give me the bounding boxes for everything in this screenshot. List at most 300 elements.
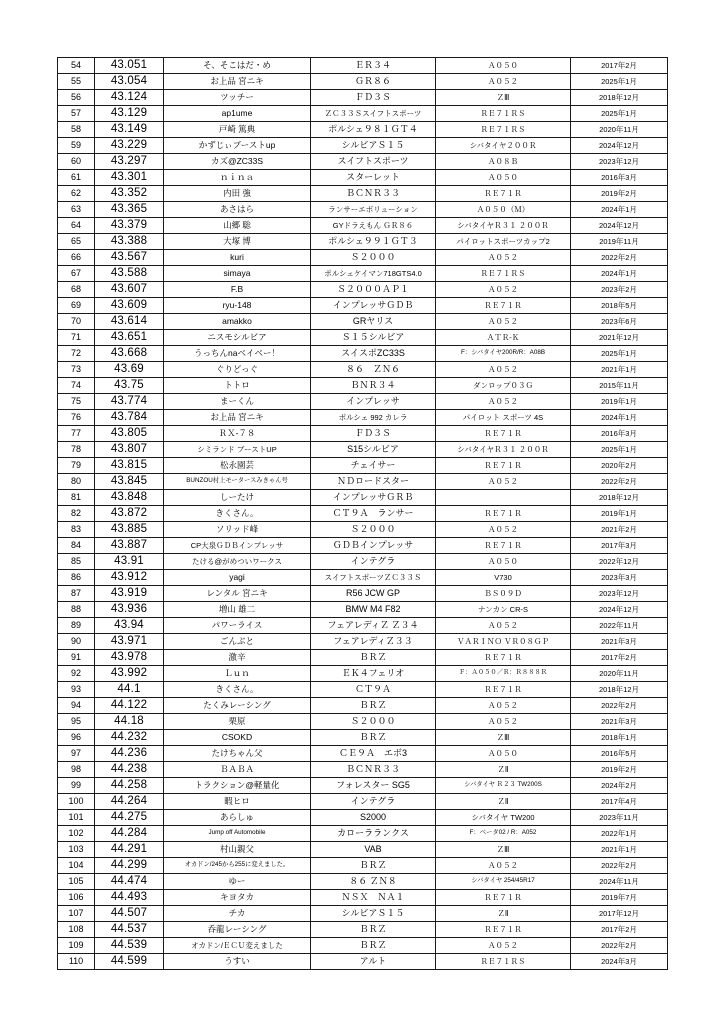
cell-car: BMW M4 F82 bbox=[311, 602, 436, 618]
cell-tire: ＡＴＲ-Ｋ bbox=[436, 330, 571, 346]
cell-rank: 92 bbox=[58, 666, 95, 682]
cell-car: Ｓ２０００ bbox=[311, 522, 436, 538]
cell-name: あさはら bbox=[164, 202, 311, 218]
cell-date: 2022年2月 bbox=[571, 698, 668, 714]
cell-date: 2022年12月 bbox=[571, 554, 668, 570]
cell-rank: 93 bbox=[58, 682, 95, 698]
cell-tire: Ａ０８Ｂ bbox=[436, 154, 571, 170]
cell-car: フォレスター SG5 bbox=[311, 778, 436, 794]
table-row bbox=[58, 234, 668, 250]
cell-name: ryu-148 bbox=[164, 298, 311, 314]
cell-time: 43.607 bbox=[95, 282, 164, 298]
cell-rank: 109 bbox=[58, 938, 95, 954]
cell-car: ８６ ＺＮ６ bbox=[311, 362, 436, 378]
cell-date: 2019年7月 bbox=[571, 890, 668, 906]
cell-date: 2024年1月 bbox=[571, 410, 668, 426]
cell-time: 43.129 bbox=[95, 106, 164, 122]
cell-tire: Ａ０５０ bbox=[436, 554, 571, 570]
cell-tire: ＺⅢ bbox=[436, 842, 571, 858]
cell-tire: ＺⅢ bbox=[436, 90, 571, 106]
cell-car: ランサーエボリューション bbox=[311, 202, 436, 218]
cell-rank: 103 bbox=[58, 842, 95, 858]
cell-time: 44.258 bbox=[95, 778, 164, 794]
cell-date: 2018年12月 bbox=[571, 90, 668, 106]
cell-rank: 89 bbox=[58, 618, 95, 634]
cell-name: うすい bbox=[164, 954, 311, 970]
cell-rank: 66 bbox=[58, 250, 95, 266]
table-row bbox=[58, 362, 668, 378]
table-row bbox=[58, 890, 668, 906]
cell-time: 43.971 bbox=[95, 634, 164, 650]
cell-rank: 71 bbox=[58, 330, 95, 346]
cell-tire: Ａ０５２ bbox=[436, 394, 571, 410]
table-row bbox=[58, 282, 668, 298]
cell-name: CSOKD bbox=[164, 730, 311, 746]
cell-tire: ＲＥ７１ＲＳ bbox=[436, 266, 571, 282]
cell-date: 2025年1月 bbox=[571, 442, 668, 458]
cell-rank: 87 bbox=[58, 586, 95, 602]
cell-time: 43.567 bbox=[95, 250, 164, 266]
cell-name: Jump off Automobile bbox=[164, 826, 311, 842]
cell-date: 2023年6月 bbox=[571, 314, 668, 330]
cell-rank: 83 bbox=[58, 522, 95, 538]
table-row bbox=[58, 58, 668, 74]
cell-rank: 65 bbox=[58, 234, 95, 250]
cell-name: かずじぃブーストup bbox=[164, 138, 311, 154]
table-row bbox=[58, 794, 668, 810]
cell-tire: シバタイヤ Ｒ２３ TW200S bbox=[436, 778, 571, 794]
cell-date: 2024年12月 bbox=[571, 602, 668, 618]
table-row bbox=[58, 522, 668, 538]
table-row bbox=[58, 874, 668, 890]
table-row bbox=[58, 730, 668, 746]
table-row bbox=[58, 826, 668, 842]
cell-name: 激辛 bbox=[164, 650, 311, 666]
cell-time: 43.365 bbox=[95, 202, 164, 218]
table-row bbox=[58, 458, 668, 474]
cell-rank: 63 bbox=[58, 202, 95, 218]
cell-tire: Ａ０５２ bbox=[436, 858, 571, 874]
cell-car: ＢＣＮＲ３３ bbox=[311, 762, 436, 778]
table-row bbox=[58, 122, 668, 138]
cell-car: ＦＤ３Ｓ bbox=[311, 426, 436, 442]
cell-time: 44.537 bbox=[95, 922, 164, 938]
cell-date: 2024年12月 bbox=[571, 218, 668, 234]
cell-rank: 76 bbox=[58, 410, 95, 426]
cell-tire: Ａ０５２ bbox=[436, 250, 571, 266]
table-row bbox=[58, 698, 668, 714]
cell-name: 戸崎 篤典 bbox=[164, 122, 311, 138]
cell-car: インテグラ bbox=[311, 794, 436, 810]
table-row bbox=[58, 650, 668, 666]
table-row bbox=[58, 570, 668, 586]
cell-name: うっちんnaベイベー！ bbox=[164, 346, 311, 362]
cell-rank: 75 bbox=[58, 394, 95, 410]
cell-name: 栗原 bbox=[164, 714, 311, 730]
cell-tire: Ａ０５２ bbox=[436, 938, 571, 954]
cell-date: 2017年2月 bbox=[571, 58, 668, 74]
cell-time: 43.992 bbox=[95, 666, 164, 682]
cell-rank: 104 bbox=[58, 858, 95, 874]
cell-date: 2025年1月 bbox=[571, 346, 668, 362]
cell-name: ごんぶと bbox=[164, 634, 311, 650]
cell-tire: V730 bbox=[436, 570, 571, 586]
table-row bbox=[58, 762, 668, 778]
cell-car: GYドラえもん ＧＲ８６ bbox=[311, 218, 436, 234]
table-row bbox=[58, 90, 668, 106]
cell-time: 44.474 bbox=[95, 874, 164, 890]
cell-rank: 100 bbox=[58, 794, 95, 810]
cell-name: CP大泉ＧＤＢインプレッサ bbox=[164, 538, 311, 554]
cell-time: 44.18 bbox=[95, 714, 164, 730]
table-row bbox=[58, 746, 668, 762]
cell-name: たくみレーシング bbox=[164, 698, 311, 714]
cell-name: 増山 雄二 bbox=[164, 602, 311, 618]
cell-time: 43.94 bbox=[95, 618, 164, 634]
cell-date: 2016年3月 bbox=[571, 170, 668, 186]
cell-tire: F：ベータ02 / R：A052 bbox=[436, 826, 571, 842]
cell-date: 2022年2月 bbox=[571, 858, 668, 874]
cell-time: 43.379 bbox=[95, 218, 164, 234]
cell-rank: 60 bbox=[58, 154, 95, 170]
cell-time: 44.599 bbox=[95, 954, 164, 970]
cell-time: 43.588 bbox=[95, 266, 164, 282]
cell-tire: ＺⅡ bbox=[436, 762, 571, 778]
cell-car: シルビアＳ１５ bbox=[311, 906, 436, 922]
table-row bbox=[58, 442, 668, 458]
table-row bbox=[58, 218, 668, 234]
table-row bbox=[58, 490, 668, 506]
cell-date: 2022年1月 bbox=[571, 826, 668, 842]
cell-car: ＮＳＸ ＮＡ１ bbox=[311, 890, 436, 906]
cell-car: ＢＣＮＲ３３ bbox=[311, 186, 436, 202]
cell-tire: ＲＥ７１Ｒ bbox=[436, 890, 571, 906]
cell-name: ゆー bbox=[164, 874, 311, 890]
cell-rank: 86 bbox=[58, 570, 95, 586]
cell-name: レンタル 宮ニキ bbox=[164, 586, 311, 602]
cell-date: 2017年2月 bbox=[571, 922, 668, 938]
cell-car: Ｓ２０００ＡＰ１ bbox=[311, 282, 436, 298]
cell-rank: 85 bbox=[58, 554, 95, 570]
cell-date: 2019年11月 bbox=[571, 234, 668, 250]
cell-car: ８６ ＺＮ８ bbox=[311, 874, 436, 890]
cell-car: ＢＲＺ bbox=[311, 858, 436, 874]
cell-name: 内田 強 bbox=[164, 186, 311, 202]
cell-tire: シバタイヤ TW200 bbox=[436, 810, 571, 826]
table-row bbox=[58, 906, 668, 922]
cell-name: きくさん。 bbox=[164, 506, 311, 522]
cell-time: 43.668 bbox=[95, 346, 164, 362]
cell-date: 2019年2月 bbox=[571, 186, 668, 202]
cell-date: 2018年5月 bbox=[571, 298, 668, 314]
cell-car: スターレット bbox=[311, 170, 436, 186]
cell-time: 43.051 bbox=[95, 58, 164, 74]
cell-car: カローラランクス bbox=[311, 826, 436, 842]
cell-tire: シバタイヤ２００Ｒ bbox=[436, 138, 571, 154]
cell-date: 2020年2月 bbox=[571, 458, 668, 474]
cell-rank: 78 bbox=[58, 442, 95, 458]
table-row bbox=[58, 186, 668, 202]
cell-name: ｎｉｎａ bbox=[164, 170, 311, 186]
cell-time: 43.124 bbox=[95, 90, 164, 106]
cell-date: 2022年2月 bbox=[571, 938, 668, 954]
cell-name: トトロ bbox=[164, 378, 311, 394]
table-row bbox=[58, 154, 668, 170]
cell-rank: 110 bbox=[58, 954, 95, 970]
cell-time: 43.91 bbox=[95, 554, 164, 570]
cell-tire: Ａ０５２ bbox=[436, 714, 571, 730]
cell-rank: 54 bbox=[58, 58, 95, 74]
cell-date: 2021年2月 bbox=[571, 522, 668, 538]
cell-tire: シバタイヤＲ３１ ２００Ｒ bbox=[436, 442, 571, 458]
cell-tire: ＺⅢ bbox=[436, 730, 571, 746]
cell-name: ぐりどっぐ bbox=[164, 362, 311, 378]
cell-name: 大塚 博 bbox=[164, 234, 311, 250]
cell-car: インプレッサＧＤＢ bbox=[311, 298, 436, 314]
cell-name: ap1ume bbox=[164, 106, 311, 122]
cell-time: 43.388 bbox=[95, 234, 164, 250]
cell-name: お上品 宮ニキ bbox=[164, 74, 311, 90]
cell-car: ＢＲＺ bbox=[311, 730, 436, 746]
cell-time: 44.232 bbox=[95, 730, 164, 746]
cell-tire: ナンカン CR-S bbox=[436, 602, 571, 618]
cell-date: 2020年11月 bbox=[571, 666, 668, 682]
cell-time: 43.774 bbox=[95, 394, 164, 410]
cell-car: スイスポZC33S bbox=[311, 346, 436, 362]
cell-date: 2022年2月 bbox=[571, 250, 668, 266]
cell-name: お上品 宮ニキ bbox=[164, 410, 311, 426]
cell-car: S2000 bbox=[311, 810, 436, 826]
cell-tire: Ａ０５２ bbox=[436, 618, 571, 634]
cell-car: Ｓ２０００ bbox=[311, 250, 436, 266]
cell-tire: Ａ０５２ bbox=[436, 474, 571, 490]
cell-time: 44.291 bbox=[95, 842, 164, 858]
cell-name: あらしゅ bbox=[164, 810, 311, 826]
table-row bbox=[58, 714, 668, 730]
cell-rank: 82 bbox=[58, 506, 95, 522]
cell-rank: 96 bbox=[58, 730, 95, 746]
cell-tire: ＲＥ７１Ｒ bbox=[436, 506, 571, 522]
table-row bbox=[58, 618, 668, 634]
cell-tire: ＲＥ７１Ｒ bbox=[436, 298, 571, 314]
cell-date: 2017年12月 bbox=[571, 906, 668, 922]
cell-time: 44.275 bbox=[95, 810, 164, 826]
table-row bbox=[58, 938, 668, 954]
cell-rank: 57 bbox=[58, 106, 95, 122]
cell-tire: ＲＥ７１Ｒ bbox=[436, 186, 571, 202]
cell-date: 2025年1月 bbox=[571, 74, 668, 90]
cell-tire: パイロット スポーツ 4S bbox=[436, 410, 571, 426]
cell-car: チェイサー bbox=[311, 458, 436, 474]
cell-tire: Ａ０５２ bbox=[436, 522, 571, 538]
cell-rank: 84 bbox=[58, 538, 95, 554]
cell-name: amakko bbox=[164, 314, 311, 330]
cell-name: ニスモシルビア bbox=[164, 330, 311, 346]
table-row bbox=[58, 506, 668, 522]
cell-date: 2025年1月 bbox=[571, 106, 668, 122]
cell-tire: ＺⅡ bbox=[436, 906, 571, 922]
cell-tire: Ａ０５０（Ｍ） bbox=[436, 202, 571, 218]
cell-date: 2018年12月 bbox=[571, 682, 668, 698]
cell-time: 44.264 bbox=[95, 794, 164, 810]
cell-rank: 77 bbox=[58, 426, 95, 442]
cell-tire: F：シバタイヤ200R/R：A08B bbox=[436, 346, 571, 362]
cell-rank: 69 bbox=[58, 298, 95, 314]
cell-date: 2018年1月 bbox=[571, 730, 668, 746]
cell-time: 43.149 bbox=[95, 122, 164, 138]
cell-time: 43.352 bbox=[95, 186, 164, 202]
cell-tire: ＺⅡ bbox=[436, 794, 571, 810]
cell-rank: 67 bbox=[58, 266, 95, 282]
cell-date: 2024年1月 bbox=[571, 266, 668, 282]
cell-time: 44.539 bbox=[95, 938, 164, 954]
cell-rank: 55 bbox=[58, 74, 95, 90]
table-row bbox=[58, 426, 668, 442]
cell-time: 43.609 bbox=[95, 298, 164, 314]
cell-name: しーたけ bbox=[164, 490, 311, 506]
cell-time: 44.238 bbox=[95, 762, 164, 778]
cell-tire: Ａ０５０ bbox=[436, 746, 571, 762]
cell-time: 43.872 bbox=[95, 506, 164, 522]
cell-time: 43.805 bbox=[95, 426, 164, 442]
cell-car: インプレッサＧＲＢ bbox=[311, 490, 436, 506]
cell-tire: ＢＳ０９Ｄ bbox=[436, 586, 571, 602]
table-row bbox=[58, 810, 668, 826]
cell-tire: シバタイヤＲ３１ ２００Ｒ bbox=[436, 218, 571, 234]
cell-tire: ＲＥ７１Ｒ bbox=[436, 426, 571, 442]
cell-date: 2021年3月 bbox=[571, 634, 668, 650]
cell-name: 山郷 聡 bbox=[164, 218, 311, 234]
cell-name: ソリッド峰 bbox=[164, 522, 311, 538]
table-row bbox=[58, 474, 668, 490]
cell-time: 44.236 bbox=[95, 746, 164, 762]
cell-rank: 62 bbox=[58, 186, 95, 202]
cell-time: 44.493 bbox=[95, 890, 164, 906]
cell-name: Ｌｕｎ bbox=[164, 666, 311, 682]
cell-date: 2017年2月 bbox=[571, 650, 668, 666]
cell-name: そ、そこはだ・め bbox=[164, 58, 311, 74]
cell-car: VAB bbox=[311, 842, 436, 858]
cell-time: 44.299 bbox=[95, 858, 164, 874]
table-row bbox=[58, 538, 668, 554]
table-row bbox=[58, 330, 668, 346]
table-row bbox=[58, 378, 668, 394]
cell-name: simaya bbox=[164, 266, 311, 282]
cell-time: 43.614 bbox=[95, 314, 164, 330]
ranking-page bbox=[57, 57, 668, 970]
cell-car: ＺＣ３３Ｓスイフトスポーツ bbox=[311, 106, 436, 122]
cell-name: たけちゃん父 bbox=[164, 746, 311, 762]
cell-car: ＥＫ４フェリオ bbox=[311, 666, 436, 682]
cell-date: 2024年3月 bbox=[571, 954, 668, 970]
cell-tire: シバタイヤ 254/45R17 bbox=[436, 874, 571, 890]
cell-name: たける@がめついワークス bbox=[164, 554, 311, 570]
cell-car: スイフトスポーツ bbox=[311, 154, 436, 170]
cell-date: 2022年2月 bbox=[571, 474, 668, 490]
cell-car: ＦＤ３Ｓ bbox=[311, 90, 436, 106]
cell-date: 2024年11月 bbox=[571, 874, 668, 890]
cell-car: ＥＲ３４ bbox=[311, 58, 436, 74]
cell-date: 2015年11月 bbox=[571, 378, 668, 394]
cell-tire: ＲＥ７１ＲＳ bbox=[436, 954, 571, 970]
table-row bbox=[58, 106, 668, 122]
cell-time: 44.507 bbox=[95, 906, 164, 922]
cell-tire: Ｆ：Ａ０５０／Ｒ：Ｒ８８８Ｒ bbox=[436, 666, 571, 682]
cell-rank: 73 bbox=[58, 362, 95, 378]
cell-time: 43.75 bbox=[95, 378, 164, 394]
table-row bbox=[58, 314, 668, 330]
table-row bbox=[58, 554, 668, 570]
cell-date: 2023年11月 bbox=[571, 810, 668, 826]
cell-time: 43.885 bbox=[95, 522, 164, 538]
cell-rank: 105 bbox=[58, 874, 95, 890]
cell-tire: ＶＡＲＩＮＯ ＶＲ０８ＧＰ bbox=[436, 634, 571, 650]
cell-rank: 80 bbox=[58, 474, 95, 490]
table-row bbox=[58, 298, 668, 314]
cell-time: 43.784 bbox=[95, 410, 164, 426]
cell-car: シルビアＳ１５ bbox=[311, 138, 436, 154]
table-row bbox=[58, 138, 668, 154]
cell-car: S15シルビア bbox=[311, 442, 436, 458]
table-row bbox=[58, 202, 668, 218]
cell-name: キヨタカ bbox=[164, 890, 311, 906]
cell-tire: Ａ０５０ bbox=[436, 58, 571, 74]
cell-car: ＣＥ９Ａ エボ3 bbox=[311, 746, 436, 762]
cell-car: ＧＤＢインプレッサ bbox=[311, 538, 436, 554]
table-row bbox=[58, 410, 668, 426]
cell-date: 2021年12月 bbox=[571, 330, 668, 346]
table-row bbox=[58, 394, 668, 410]
cell-date: 2017年4月 bbox=[571, 794, 668, 810]
cell-rank: 56 bbox=[58, 90, 95, 106]
cell-name: 村山親父 bbox=[164, 842, 311, 858]
cell-name: トラクション@軽量化 bbox=[164, 778, 311, 794]
cell-rank: 79 bbox=[58, 458, 95, 474]
cell-date: 2021年1月 bbox=[571, 362, 668, 378]
cell-rank: 61 bbox=[58, 170, 95, 186]
cell-rank: 99 bbox=[58, 778, 95, 794]
cell-rank: 70 bbox=[58, 314, 95, 330]
cell-car: ポルシェ９９１ＧＴ３ bbox=[311, 234, 436, 250]
cell-date: 2023年2月 bbox=[571, 282, 668, 298]
cell-tire: Ａ０５２ bbox=[436, 362, 571, 378]
cell-car: スイフトスポーツＺＣ３３Ｓ bbox=[311, 570, 436, 586]
cell-car: Ｓ２０００ bbox=[311, 714, 436, 730]
cell-rank: 106 bbox=[58, 890, 95, 906]
cell-car: インプレッサ bbox=[311, 394, 436, 410]
table-row bbox=[58, 922, 668, 938]
cell-name: F.B bbox=[164, 282, 311, 298]
cell-date: 2020年11月 bbox=[571, 122, 668, 138]
cell-rank: 81 bbox=[58, 490, 95, 506]
cell-name: 松永園芸 bbox=[164, 458, 311, 474]
cell-time: 43.301 bbox=[95, 170, 164, 186]
cell-tire: パイロットスポーツカップ2 bbox=[436, 234, 571, 250]
cell-tire: Ａ０５２ bbox=[436, 314, 571, 330]
cell-date: 2016年5月 bbox=[571, 746, 668, 762]
cell-rank: 64 bbox=[58, 218, 95, 234]
cell-car: ＣＴ９Ａ ランサー bbox=[311, 506, 436, 522]
cell-rank: 94 bbox=[58, 698, 95, 714]
table-row bbox=[58, 778, 668, 794]
cell-date: 2021年3月 bbox=[571, 714, 668, 730]
cell-date: 2019年1月 bbox=[571, 394, 668, 410]
cell-time: 43.848 bbox=[95, 490, 164, 506]
cell-car: ポルシェ 992 カレラ bbox=[311, 410, 436, 426]
table-row bbox=[58, 602, 668, 618]
cell-rank: 58 bbox=[58, 122, 95, 138]
cell-car: ＣＴ９Ａ bbox=[311, 682, 436, 698]
